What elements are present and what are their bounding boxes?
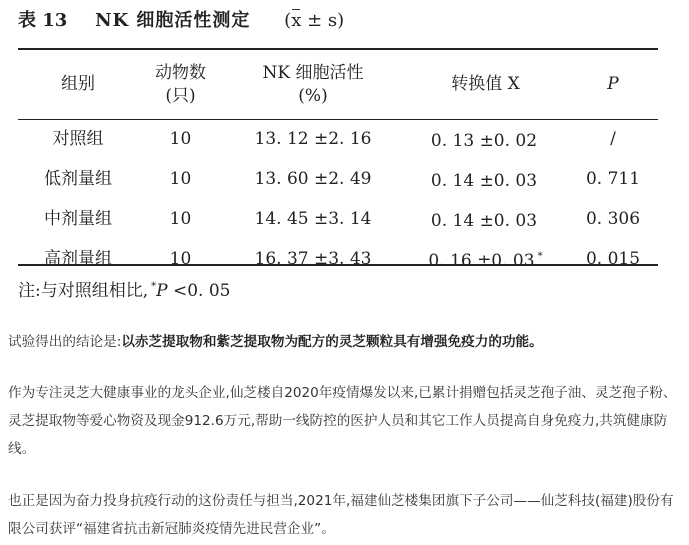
cell-conversion-value: 0. 14 ±0. 03 <box>430 211 538 231</box>
header-animals-line1: 动物数 <box>155 62 206 83</box>
header-animals-line2: (只) <box>165 85 196 106</box>
cell-group: 高剂量组 <box>44 249 112 269</box>
cell-nk: 13. 12 ±2. 16 <box>254 129 372 149</box>
stat-open-paren: ( <box>284 10 292 31</box>
conclusion-bold: 以赤芝提取物和紫芝提取物为配方的灵芝颗粒具有增强免疫力的功能。 <box>121 334 543 350</box>
footnote-threshold: <0. 05 <box>167 281 231 301</box>
header-group: 组别 <box>61 74 95 94</box>
cell-group: 低剂量组 <box>44 169 112 189</box>
cell-conversion <box>403 199 568 239</box>
cell-p: / <box>610 129 616 149</box>
header-p: P <box>607 74 619 94</box>
cell-conversion-value: 0. 16 ±0. 03 <box>428 251 535 271</box>
nk-activity-table <box>18 50 658 279</box>
cell-animals: 10 <box>169 129 192 149</box>
cell-conversion <box>403 239 568 279</box>
footnote-p: P <box>156 281 168 301</box>
table-footnote <box>18 272 231 306</box>
significance-mark: * <box>537 251 543 262</box>
cell-nk: 14. 45 ±3. 14 <box>254 209 372 229</box>
title-statistic <box>284 10 344 31</box>
cell-p: 0. 711 <box>585 169 641 189</box>
cell-animals: 10 <box>169 169 192 189</box>
cell-conversion-value: 0. 14 ±0. 03 <box>430 171 538 191</box>
table-row <box>18 199 658 239</box>
header-conversion: 转换值 X <box>451 74 520 94</box>
table-number: 表 13 <box>18 10 68 31</box>
cell-conversion <box>403 159 568 199</box>
cell-animals: 10 <box>169 249 192 269</box>
header-nk-line2: (%) <box>298 85 328 106</box>
conclusion-prefix: 试验得出的结论是: <box>8 334 122 350</box>
header-nk-line1: NK 细胞活性 <box>262 62 364 83</box>
donation-paragraph: 作为专注灵芝大健康事业的龙头企业,仙芝楼自2020年疫情爆发以来,已累计捐赠包括灵芝孢子油、灵芝孢子粉、灵芝提取物等爱心物资及现金912.6万元,帮助一线防控的医护人员和其它工作人员提高自身免疫力,共筑健康防线。 <box>8 385 677 457</box>
table-title-text: NK 细胞活性测定 <box>95 10 251 31</box>
award-paragraph: 也正是因为奋力投身抗疫行动的这份责任与担当,2021年,福建仙芝楼集团旗下子公司——仙芝科技(福建)股份有限公司获评“福建省抗击新冠肺炎疫情先进民营企业”。 <box>8 493 674 537</box>
cell-p: 0. 306 <box>585 209 641 229</box>
footnote-prefix: 注:与对照组相比, <box>18 281 149 301</box>
cell-conversion <box>403 119 568 159</box>
stat-rest: ± s) <box>301 10 345 31</box>
table-header-row <box>18 50 658 119</box>
header-nk-activity <box>223 50 403 119</box>
cell-nk: 13. 60 ±2. 49 <box>254 169 372 189</box>
cell-conversion-value: 0. 13 ±0. 02 <box>430 131 538 151</box>
header-animals <box>138 50 223 119</box>
cell-p: 0. 015 <box>585 249 641 269</box>
footnote-star: * <box>151 281 157 292</box>
x-bar-symbol: x <box>291 6 301 36</box>
table-row <box>18 159 658 199</box>
cell-animals: 10 <box>169 209 192 229</box>
cell-group: 对照组 <box>52 129 104 149</box>
table-row <box>18 119 658 159</box>
cell-group: 中剂量组 <box>44 209 112 229</box>
conclusion-paragraph <box>8 328 680 356</box>
cell-nk: 16. 37 ±3. 43 <box>254 249 372 269</box>
table-title <box>18 6 658 36</box>
